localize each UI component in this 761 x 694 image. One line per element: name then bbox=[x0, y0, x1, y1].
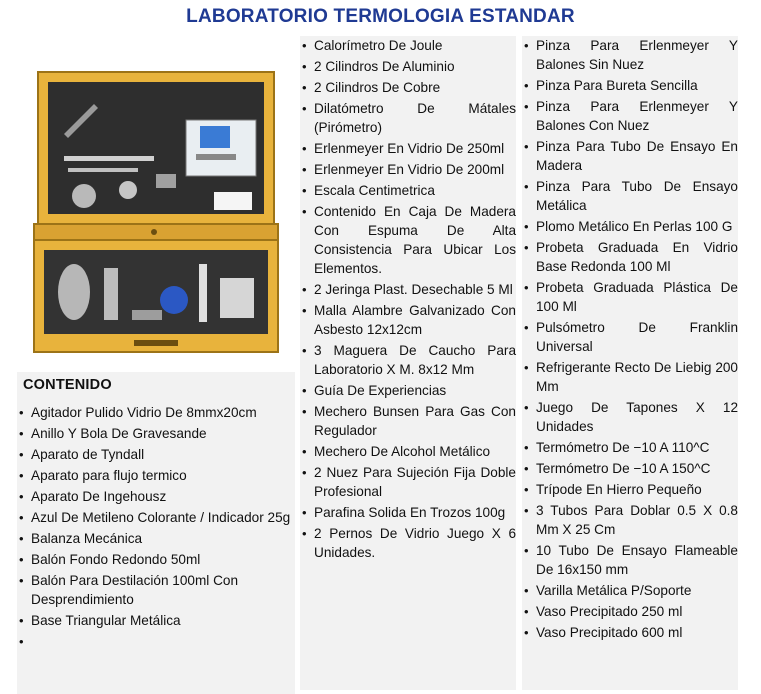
list-item: • Termómetro De −10 A 110^C bbox=[522, 438, 738, 457]
lab-kit-photo bbox=[24, 64, 282, 364]
list-item: • 3 Tubos Para Doblar 0.5 X 0.8 Mm X 25 Cm bbox=[522, 501, 738, 539]
list-item: • 10 Tubo De Ensayo Flameable De 16x150 mm bbox=[522, 541, 738, 579]
list-item: • Refrigerante Recto De Liebig 200 Mm bbox=[522, 358, 738, 396]
content-column-right bbox=[522, 36, 738, 690]
list-item: • 2 Nuez Para Sujeción Fija Doble Profesional bbox=[300, 463, 516, 501]
list-item: • Juego De Tapones X 12 Unidades bbox=[522, 398, 738, 436]
list-item: • Azul De Metileno Colorante / Indicador 25g bbox=[17, 508, 295, 527]
list-item: • Agitador Pulido Vidrio De 8mmx20cm bbox=[17, 403, 295, 422]
list-item: • 2 Pernos De Vidrio Juego X 6 Unidades. bbox=[300, 524, 516, 562]
content-column-left bbox=[17, 372, 295, 694]
list-item: • Escala Centimetrica bbox=[300, 181, 516, 200]
list-item: • Mechero Bunsen Para Gas Con Regulador bbox=[300, 402, 516, 440]
list-item bbox=[17, 632, 295, 651]
list-item: • 3 Maguera De Caucho Para Laboratorio X M. 8x12 Mm bbox=[300, 341, 516, 379]
list-item: • Dilatómetro De Mátales (Pirómetro) bbox=[300, 99, 516, 137]
list-item: • Anillo Y Bola De Gravesande bbox=[17, 424, 295, 443]
contenido-heading: CONTENIDO bbox=[23, 377, 112, 393]
item-list-middle bbox=[300, 36, 516, 562]
list-item: • Trípode En Hierro Pequeño bbox=[522, 480, 738, 499]
list-item: • Varilla Metálica P/Soporte bbox=[522, 581, 738, 600]
list-item: • Plomo Metálico En Perlas 100 G bbox=[522, 217, 738, 236]
item-list-right bbox=[522, 36, 738, 642]
list-item: • Pulsómetro De Franklin Universal bbox=[522, 318, 738, 356]
list-item: • Base Triangular Metálica bbox=[17, 611, 295, 630]
list-item: • Termómetro De −10 A 150^C bbox=[522, 459, 738, 478]
list-item: • Aparato De Ingehousz bbox=[17, 487, 295, 506]
content-column-middle bbox=[300, 36, 516, 690]
list-item: • Probeta Graduada Plástica De 100 Ml bbox=[522, 278, 738, 316]
list-item: • Guía De Experiencias bbox=[300, 381, 516, 400]
list-item: • Contenido En Caja De Madera Con Espuma De Alta Consistencia Para Ubicar Los Elementos. bbox=[300, 202, 516, 278]
list-item: • Vaso Precipitado 250 ml bbox=[522, 602, 738, 621]
list-item: • Aparato de Tyndall bbox=[17, 445, 295, 464]
page-title: LABORATORIO TERMOLOGIA ESTANDAR bbox=[186, 6, 575, 27]
list-item: • Calorímetro De Joule bbox=[300, 36, 516, 55]
list-item: • Vaso Precipitado 600 ml bbox=[522, 623, 738, 642]
list-item: • Balanza Mecánica bbox=[17, 529, 295, 548]
list-item: • Balón Fondo Redondo 50ml bbox=[17, 550, 295, 569]
list-item: • Pinza Para Tubo De Ensayo En Madera bbox=[522, 137, 738, 175]
list-item: • Pinza Para Erlenmeyer Y Balones Con Nuez bbox=[522, 97, 738, 135]
list-item: • 2 Jeringa Plast. Desechable 5 Ml bbox=[300, 280, 516, 299]
list-item: • Pinza Para Tubo De Ensayo Metálica bbox=[522, 177, 738, 215]
list-item: • Balón Para Destilación 100ml Con Desprendimiento bbox=[17, 571, 295, 609]
list-item: • 2 Cilindros De Aluminio bbox=[300, 57, 516, 76]
list-item: • Mechero De Alcohol Metálico bbox=[300, 442, 516, 461]
list-item: • Parafina Solida En Trozos 100g bbox=[300, 503, 516, 522]
list-item: • Malla Alambre Galvanizado Con Asbesto 12x12cm bbox=[300, 301, 516, 339]
list-item: • Erlenmeyer En Vidrio De 250ml bbox=[300, 139, 516, 158]
list-item: • Aparato para flujo termico bbox=[17, 466, 295, 485]
list-item: • Pinza Para Erlenmeyer Y Balones Sin Nuez bbox=[522, 36, 738, 74]
list-item: • Erlenmeyer En Vidrio De 200ml bbox=[300, 160, 516, 179]
list-item: • Pinza Para Bureta Sencilla bbox=[522, 76, 738, 95]
item-list-left bbox=[17, 403, 295, 651]
list-item: • Probeta Graduada En Vidrio Base Redonda 100 Ml bbox=[522, 238, 738, 276]
list-item: • 2 Cilindros De Cobre bbox=[300, 78, 516, 97]
